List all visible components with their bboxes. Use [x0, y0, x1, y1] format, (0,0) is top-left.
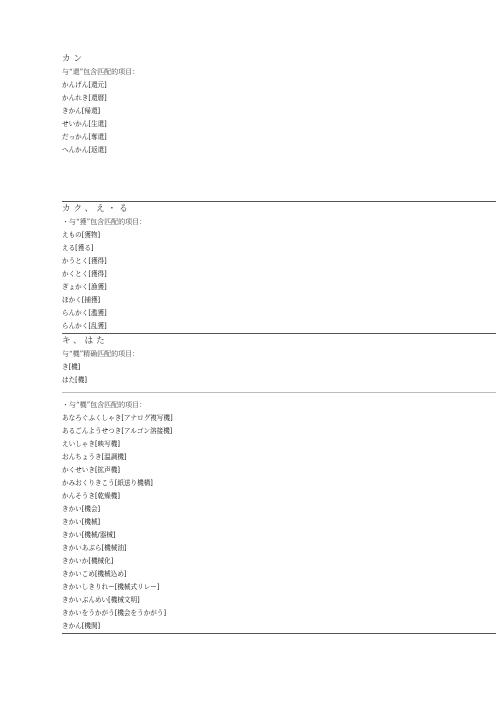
list-item: えもの[獲物] — [62, 231, 101, 239]
list-item: あなろぐふくしゃき[アナログ複写機] — [62, 414, 173, 422]
list-item: きかいぶんめい[機械文明] — [62, 596, 140, 604]
section-heading: カク、え・る — [62, 204, 131, 214]
section-divider — [62, 633, 496, 634]
list-item: かんそうき[乾燥機] — [62, 492, 120, 500]
list-item: えいしゃき[映写機] — [62, 440, 120, 448]
list-item: かみおくりきこう[紙送り機構] — [62, 479, 153, 487]
list-item: らんかく[濫獲] — [62, 309, 107, 317]
list-item: きかいこめ[機械込め] — [62, 570, 127, 578]
list-item: きかん[帰還] — [62, 107, 101, 115]
section-ki — [62, 335, 496, 387]
list-item: かくとく[獲得] — [62, 270, 107, 278]
list-item: える[獲る] — [62, 244, 94, 252]
list-item: せいかん[生還] — [62, 120, 107, 128]
list-item: かうとく[獲得] — [62, 257, 107, 265]
list-item: きかいか[機械化] — [62, 557, 114, 565]
match-note: ・与“機”包含匹配的项目： — [62, 401, 147, 409]
match-note: 与“還”包含匹配的项目： — [62, 68, 140, 76]
list-item: きかいあぶら[機械油] — [62, 544, 127, 552]
list-item: らんかく[乱獲] — [62, 322, 107, 330]
list-item: ぎょかく[漁獲] — [62, 283, 107, 291]
match-note: 与“機”精确匹配的项目： — [62, 350, 140, 358]
section-heading: カン — [62, 54, 86, 64]
section-divider — [62, 392, 496, 393]
list-item: きかいしきりれー[機械式リレー] — [62, 583, 160, 591]
list-item: きかい[機械/器械] — [62, 531, 116, 539]
match-note: ・与“獲”包含匹配的项目： — [62, 218, 147, 226]
section-divider — [62, 333, 496, 334]
list-item: きかい[機会] — [62, 505, 101, 513]
list-item: あるごんようせつき[アルゴン溶接機] — [62, 427, 173, 435]
section-kan — [62, 53, 496, 157]
list-item: き[機] — [62, 363, 81, 371]
list-item: きかいをうかがう[機会をうかがう] — [62, 609, 167, 617]
list-item: かんれき[還暦] — [62, 94, 107, 102]
section-divider — [62, 201, 496, 202]
list-item: だっかん[奪還] — [62, 133, 107, 141]
list-item: きかい[機械] — [62, 518, 101, 526]
section-kaku — [62, 203, 496, 333]
list-item: きかん[機関] — [62, 622, 101, 630]
list-item: ほかく[捕獲] — [62, 296, 101, 304]
list-item: へんかん[返還] — [62, 146, 107, 154]
section-ki-partial — [62, 399, 496, 633]
list-item: かくせいき[拡声機] — [62, 466, 120, 474]
list-item: はた[機] — [62, 376, 87, 384]
list-item: おんちょうき[温調機] — [62, 453, 127, 461]
list-item: かんげん[還元] — [62, 81, 107, 89]
section-heading: キ、はた — [62, 336, 108, 346]
